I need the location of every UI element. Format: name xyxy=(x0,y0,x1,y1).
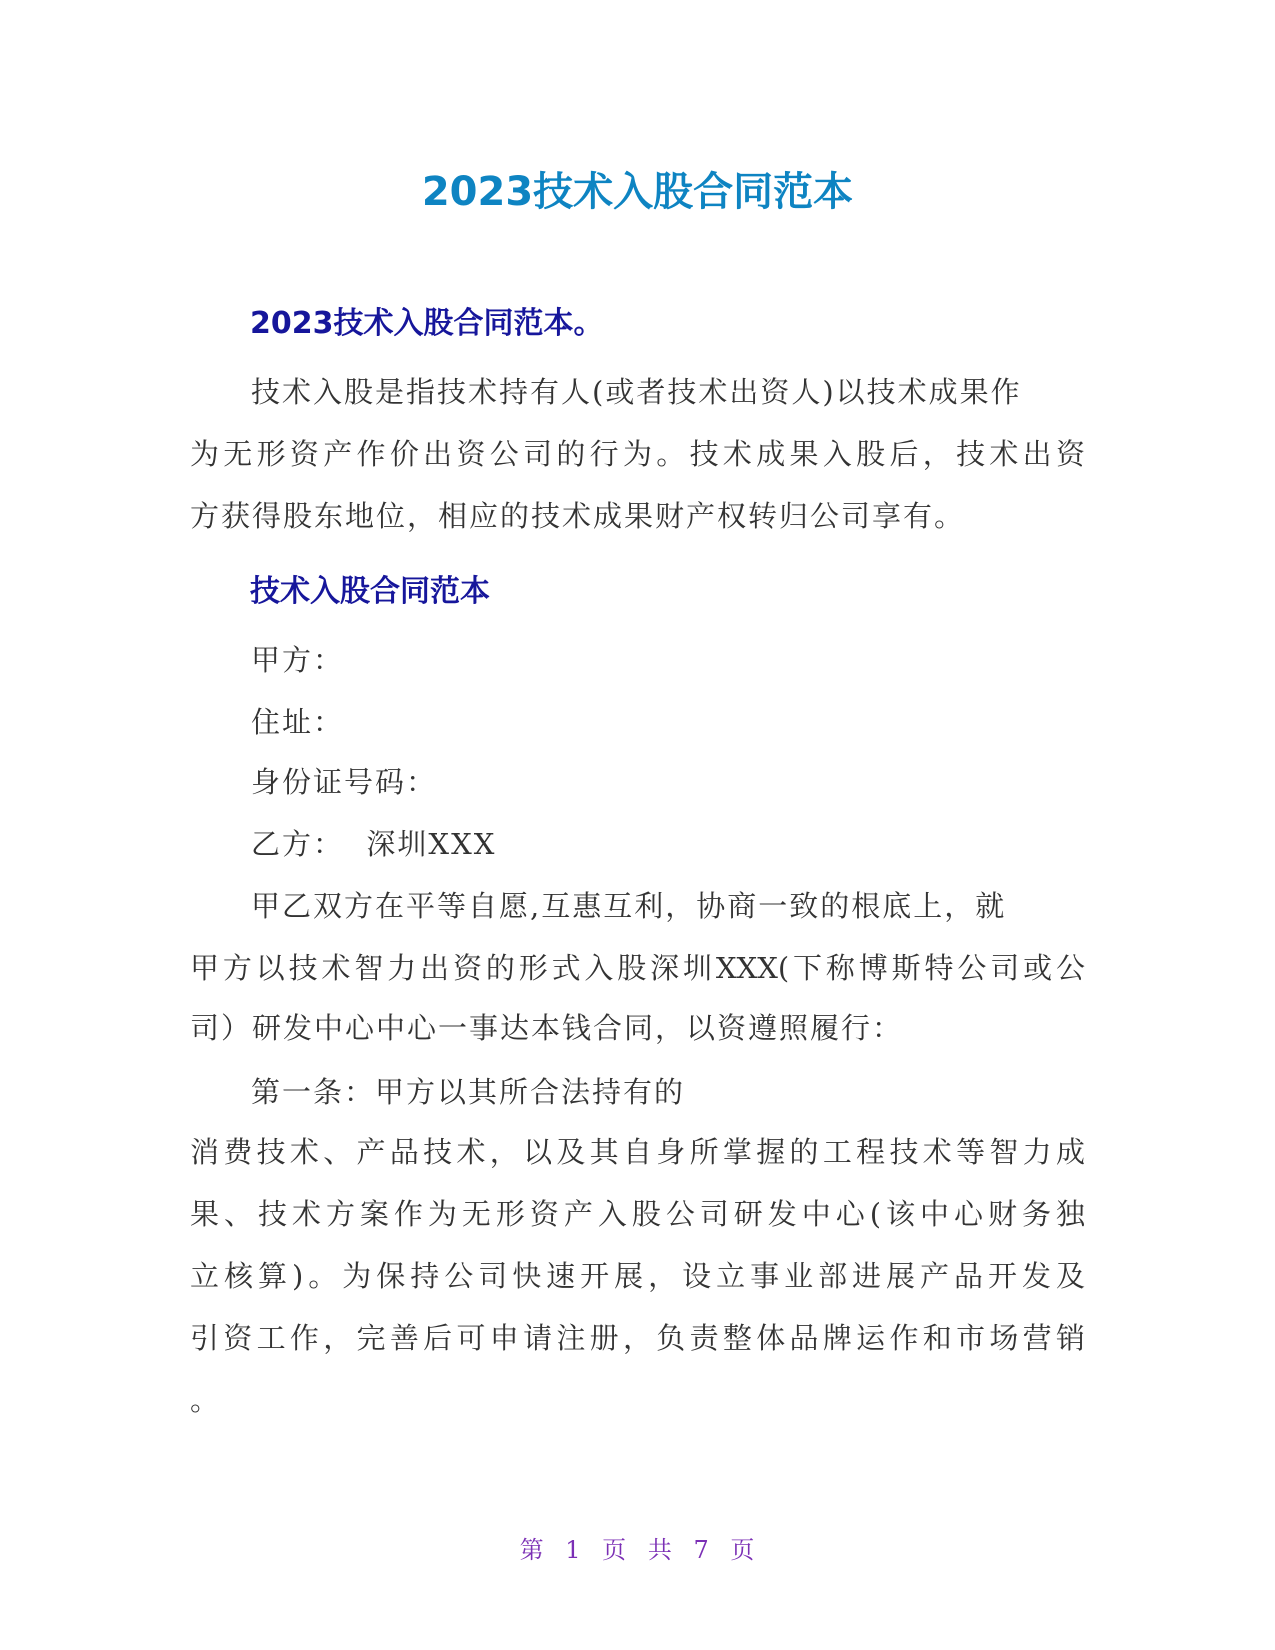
section-heading-2: 技术入股合同范本 xyxy=(250,574,490,609)
article1-line-3: 果、技术方案作为无形资产入股公司研发中心(该中心财务独 xyxy=(190,1197,1085,1231)
id-number-label: 身份证号码： xyxy=(251,765,438,799)
address-label: 住址： xyxy=(251,705,345,739)
section-heading-1: 2023技术入股合同范本。 xyxy=(250,306,604,341)
article1-line-5: 引资工作，完善后可申请注册，负责整体品牌运作和市场营销 xyxy=(190,1321,1085,1355)
para1-line-1: 甲乙双方在平等自愿,互惠互利，协商一致的根底上，就 xyxy=(251,889,1007,923)
article1-line-4: 立核算)。为保持公司快速开展，设立事业部进展产品开发及 xyxy=(190,1259,1085,1293)
footer-page-word: 页 xyxy=(602,1536,628,1564)
article1-line-1: 第一条：甲方以其所合法持有的 xyxy=(251,1075,686,1109)
para1-line-3: 司）研发中心中心一事达本钱合同，以资遵照履行： xyxy=(190,1011,904,1045)
intro-line-3: 方获得股东地位，相应的技术成果财产权转归公司享有。 xyxy=(190,499,966,533)
party-b-label: 乙方： 深圳XXX xyxy=(251,827,497,861)
intro-line-2: 为无形资产作价出资公司的行为。技术成果入股后，技术出资 xyxy=(190,437,1085,471)
document-title: 2023技术入股合同范本 xyxy=(421,169,854,215)
party-a-label: 甲方： xyxy=(251,643,345,677)
footer-total-prefix: 共 xyxy=(647,1536,673,1564)
para1-line-2: 甲方以技术智力出资的形式入股深圳XXX(下称博斯特公司或公 xyxy=(190,951,1085,985)
intro-line-1: 技术入股是指技术持有人(或者技术出资人)以技术成果作 xyxy=(251,375,1022,409)
page-footer xyxy=(0,1530,1275,1565)
footer-page-number: 1 xyxy=(565,1536,582,1564)
article1-line-6: 。 xyxy=(190,1383,222,1417)
footer-prefix: 第 xyxy=(519,1536,545,1564)
footer-total-pages: 7 xyxy=(693,1536,710,1564)
article1-line-2: 消费技术、产品技术，以及其自身所掌握的工程技术等智力成 xyxy=(190,1135,1085,1169)
footer-suffix: 页 xyxy=(730,1536,756,1564)
